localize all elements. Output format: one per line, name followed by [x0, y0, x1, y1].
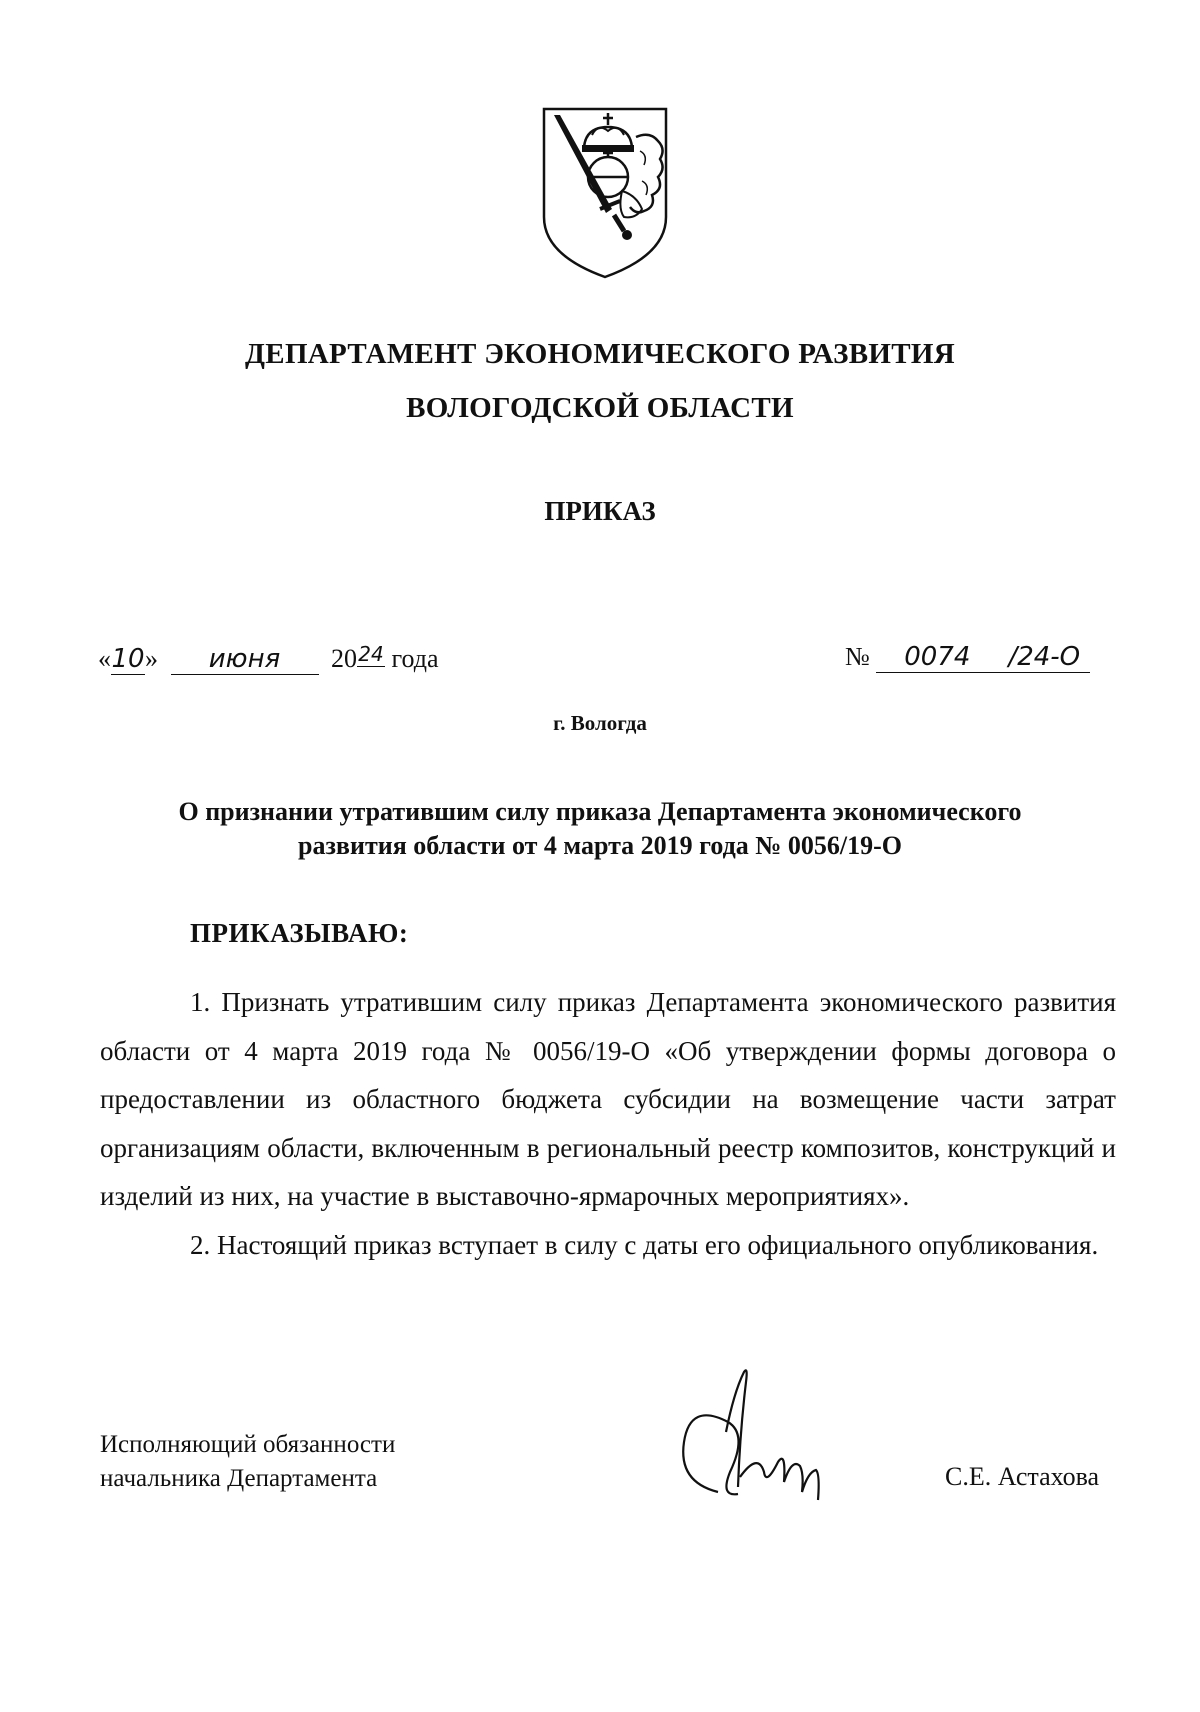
date-year-word: года [391, 644, 439, 673]
order-heading: ПРИКАЗЫВАЮ: [190, 918, 409, 948]
order-date [98, 642, 439, 675]
date-day: 10 [111, 644, 145, 674]
subject-line2: развития области от 4 марта 2019 года № 0056/19-О [298, 831, 902, 860]
subject-line1: О признании утратившим силу приказа Департамента экономического [178, 797, 1022, 826]
date-open-quote: « [98, 644, 111, 673]
date-year-suffix: 24 [358, 642, 384, 666]
date-close-quote: » [145, 644, 158, 673]
number-part1: 0074 [876, 642, 998, 673]
department-name-line1: ДЕПАРТАМЕНТ ЭКОНОМИЧЕСКОГО РАЗВИТИЯ [245, 338, 955, 370]
signer-position-line2: начальника Департамента [100, 1465, 378, 1492]
paragraph-2: 2. Настоящий приказ вступает в силу с даты его официального опубликования. [190, 1229, 1099, 1260]
number-part2: /24-О [998, 642, 1090, 673]
signer-position-line1: Исполняющий обязанности [100, 1431, 396, 1458]
department-name-line2: ВОЛОГОДСКОЙ ОБЛАСТИ [406, 392, 794, 424]
coat-of-arms-icon [540, 105, 670, 280]
signature-icon [668, 1362, 848, 1512]
signer-name: С.Е. Астахова [945, 1462, 1100, 1491]
signer-position [100, 1428, 395, 1496]
number-sign: № [845, 642, 870, 671]
date-year-prefix: 20 [331, 644, 357, 673]
paragraph-1: 1. Признать утратившим силу приказ Департамента экономического развития области от 4 марта 2019 года № 0056/19-О «Об утверждении формы договора о предоставлении из областного бюджета субсидии на возмещение части затрат организациям области, включенным в региональный реестр композитов, конструкций и изделий из них, на участие в выставочно-ярмарочных мероприятиях». [100, 987, 1116, 1211]
document-type: ПРИКАЗ [544, 496, 656, 526]
order-body [100, 978, 1116, 1269]
subject-title [0, 795, 1200, 863]
city: г. Вологда [553, 711, 647, 735]
order-number [845, 642, 1090, 673]
date-month: июня [171, 644, 319, 675]
